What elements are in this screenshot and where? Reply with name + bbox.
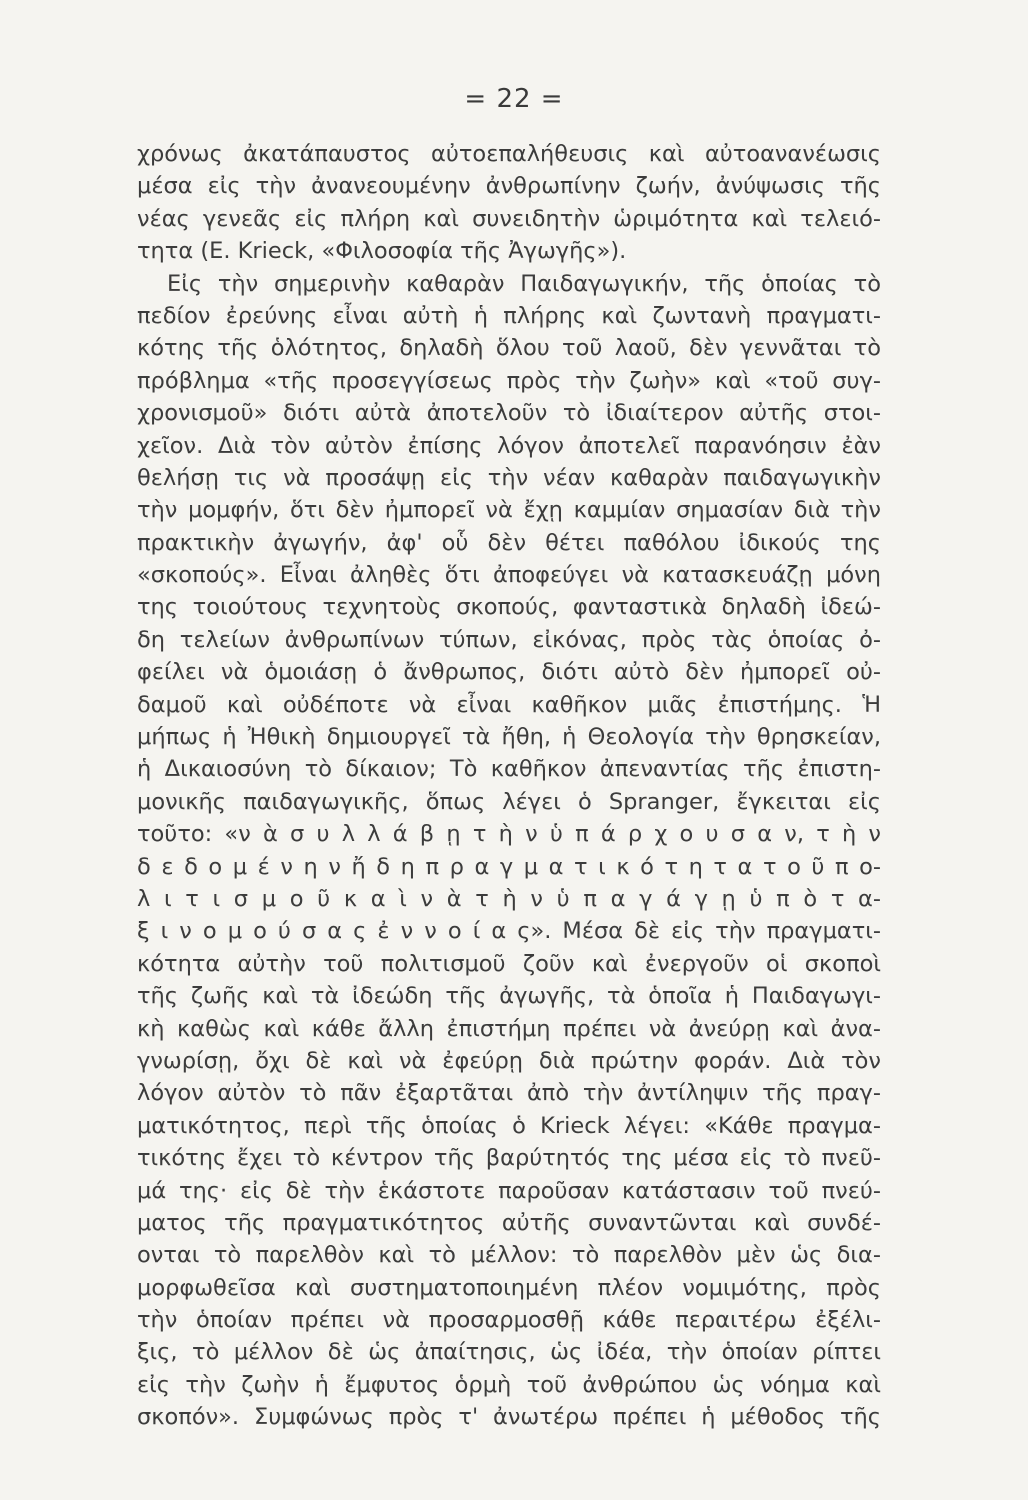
- text-line: χεῖον. Διὰ τὸν αὐτὸν ἐπίσης λόγον ἀποτελεῖ παρανόησιν ἐὰν: [137, 432, 881, 459]
- body-text: [137, 138, 881, 1434]
- text-line: Εἰς τὴν σημερινὴν καθαρὰν Παιδαγωγικήν, τῆς ὁποίας τὸ: [167, 270, 881, 297]
- text-line: της τοιούτους τεχνητοὺς σκοπούς, φανταστικὰ δηλαδὴ ἰδεώ-: [137, 594, 881, 621]
- text-line: ματικότητος, περὶ τῆς ὁποίας ὁ Krieck λέγει: «Κάθε πραγμα-: [137, 1112, 881, 1139]
- text-line: τὴν μομφήν, ὅτι δὲν ἠμπορεῖ νὰ ἔχῃ καμμίαν σημασίαν διὰ τὴν: [137, 497, 881, 524]
- text-line: πρακτικὴν ἀγωγήν, ἀφ' οὗ δὲν θέτει παθόλου ἰδικούς της: [137, 529, 881, 556]
- text-line: κότητα αὐτὴν τοῦ πολιτισμοῦ ζοῦν καὶ ἐνεργοῦν οἱ σκοποὶ: [137, 950, 881, 977]
- text-line: πρόβλημα «τῆς προσεγγίσεως πρὸς τὴν ζωὴν» καὶ «τοῦ συγ-: [137, 367, 881, 394]
- text-line: δ ε δ ο μ έ ν η ν ἤ δ η π ρ α γ μ α τ ι κ ό τ η τ α τ ο ῦ π ο-: [137, 853, 881, 880]
- text-line: εἰς τὴν ζωὴν ἡ ἔμφυτος ὁρμὴ τοῦ ἀνθρώπου ὡς νόημα καὶ: [137, 1371, 881, 1398]
- text-line: τοῦτο: «ν ὰ σ υ λ λ ά β ῃ τ ὴ ν ὑ π ά ρ χ ο υ σ α ν, τ ὴ ν: [137, 821, 881, 848]
- text-line: δη τελείων ἀνθρωπίνων τύπων, εἰκόνας, πρὸς τὰς ὁποίας ὀ-: [137, 626, 881, 653]
- text-line: μονικῆς παιδαγωγικῆς, ὅπως λέγει ὁ Spranger, ἔγκειται εἰς: [137, 788, 881, 815]
- text-line: ἡ Δικαιοσύνη τὸ δίκαιον; Τὸ καθῆκον ἀπεναντίας τῆς ἐπιστη-: [137, 756, 881, 783]
- text-line: κὴ καθὼς καὶ κάθε ἄλλη ἐπιστήμη πρέπει νὰ ἀνεύρῃ καὶ ἀνα-: [137, 1015, 881, 1042]
- text-line: μά της· εἰς δὲ τὴν ἑκάστοτε παροῦσαν κατάστασιν τοῦ πνεύ-: [137, 1177, 881, 1204]
- text-line: χρονισμοῦ» διότι αὐτὰ ἀποτελοῦν τὸ ἰδιαίτερον αὐτῆς στοι-: [137, 400, 881, 427]
- text-line: θελήσῃ τις νὰ προσάψῃ εἰς τὴν νέαν καθαρὰν παιδαγωγικὴν: [137, 464, 881, 491]
- text-line: σκοπόν». Συμφώνως πρὸς τ' ἀνωτέρω πρέπει ἡ μέθοδος τῆς: [137, 1404, 881, 1431]
- text-line: μήπως ἡ Ἠθικὴ δημιουργεῖ τὰ ἤθη, ἡ Θεολογία τὴν θρησκείαν,: [137, 724, 881, 751]
- text-line: μορφωθεῖσα καὶ συστηματοποιημένη πλέον νομιμότης, πρὸς: [137, 1274, 881, 1301]
- text-line: μέσα εἰς τὴν ἀνανεουμένην ἀνθρωπίνην ζωήν, ἀνύψωσις τῆς: [137, 173, 881, 200]
- text-line: κότης τῆς ὁλότητος, δηλαδὴ ὅλου τοῦ λαοῦ, δὲν γεννᾶται τὸ: [137, 335, 881, 362]
- text-line: λόγον αὐτὸν τὸ πᾶν ἐξαρτᾶται ἀπὸ τὴν ἀντίληψιν τῆς πραγ-: [137, 1080, 881, 1107]
- text-line: τητα (E. Krieck, «Φιλοσοφία τῆς Ἀγωγῆς»).: [137, 238, 627, 265]
- text-line: νέας γενεᾶς εἰς πλήρη καὶ συνειδητὴν ὡριμότητα καὶ τελειό-: [137, 205, 881, 232]
- text-line: ξ ι ν ο μ ο ύ σ α ς ἐ ν ν ο ί α ς». Μέσα δὲ εἰς τὴν πραγματι-: [137, 918, 881, 945]
- text-line: λ ι τ ι σ μ ο ῦ κ α ὶ ν ὰ τ ὴ ν ὑ π α γ ά γ ῃ ὑ π ὸ τ α-: [137, 885, 881, 912]
- page-number: = 22 =: [464, 84, 564, 114]
- text-line: ξις, τὸ μέλλον δὲ ὡς ἀπαίτησις, ὡς ἰδέα, τὴν ὁποίαν ρίπτει: [137, 1339, 881, 1366]
- text-line: τῆς ζωῆς καὶ τὰ ἰδεώδη τῆς ἀγωγῆς, τὰ ὁποῖα ἡ Παιδαγωγι-: [137, 983, 881, 1010]
- text-line: «σκοπούς». Εἶναι ἀληθὲς ὅτι ἀποφεύγει νὰ κατασκευάζῃ μόνη: [137, 562, 881, 589]
- text-line: χρόνως ἀκατάπαυστος αὐτοεπαλήθευσις καὶ αὐτοανανέωσις: [137, 141, 881, 167]
- text-line: πεδίον ἐρεύνης εἶναι αὐτὴ ἡ πλήρης καὶ ζωντανὴ πραγματι-: [137, 302, 881, 329]
- text-line: δαμοῦ καὶ οὐδέποτε νὰ εἶναι καθῆκον μιᾶς ἐπιστήμης. Ἡ: [137, 691, 881, 718]
- text-line: τὴν ὁποίαν πρέπει νὰ προσαρμοσθῇ κάθε περαιτέρω ἐξέλι-: [137, 1307, 881, 1334]
- text-line: ονται τὸ παρελθὸν καὶ τὸ μέλλον: τὸ παρελθὸν μὲν ὡς δια-: [137, 1242, 881, 1269]
- text-line: γνωρίσῃ, ὄχι δὲ καὶ νὰ ἐφεύρῃ διὰ πρώτην φοράν. Διὰ τὸν: [137, 1047, 881, 1074]
- text-line: τικότης ἔχει τὸ κέντρον τῆς βαρύτητός της μέσα εἰς τὸ πνεῦ-: [137, 1145, 881, 1172]
- text-line: ματος τῆς πραγματικότητος αὐτῆς συναντῶνται καὶ συνδέ-: [137, 1209, 881, 1236]
- text-line: φείλει νὰ ὁμοιάσῃ ὁ ἄνθρωπος, διότι αὐτὸ δὲν ἠμπορεῖ οὐ-: [137, 659, 881, 686]
